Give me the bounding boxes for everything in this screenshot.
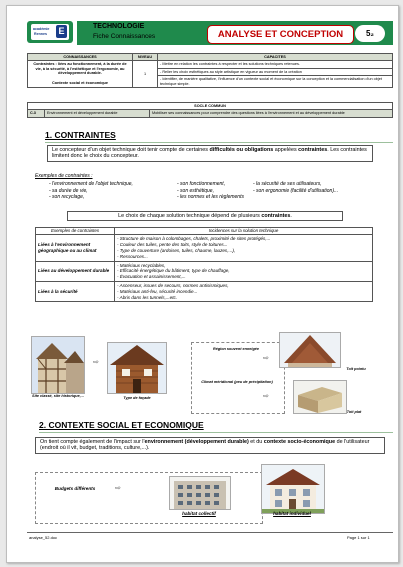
level-value: 1: [133, 61, 158, 88]
logo-letter: E: [56, 25, 67, 38]
arrow-icon: ⇨: [115, 485, 121, 492]
individual-label: habitat individuel: [273, 511, 311, 516]
header-subtitle: Fiche Connaissances: [93, 33, 156, 40]
socle-code: C.3: [28, 110, 45, 117]
example-item: - l'environnement de l'objet technique,: [49, 181, 133, 187]
constraints-table: [35, 227, 373, 302]
row-items-environment: [115, 235, 373, 261]
example-item: - sa durée de vie,: [49, 187, 88, 194]
logo-text-1: académie: [33, 27, 50, 31]
incidence-item: - Type de couverture (ardoises, tuiles, chaume, lauzes,...),: [117, 248, 236, 253]
incidence-item: - Évacuation et assainissement,...: [117, 274, 186, 280]
example-item: - la sécurité de ses utilisateurs,: [253, 181, 322, 187]
context-box: [35, 437, 385, 454]
climate-frame: [191, 342, 285, 414]
examples-col-1: [49, 181, 179, 201]
row-label-environment: Liées à l'environnement géographique ou au climat: [36, 235, 115, 261]
intro-b: difficultés ou obligations: [209, 147, 274, 153]
flat-roof-photo: [293, 380, 347, 414]
example-item: - son fonctionnement,: [177, 181, 226, 187]
capacity-3: - Identifier, de manière qualitative, l'influence d'un contexte social et économique sur la conception et la commercialisation d'un objet technique simple.: [160, 77, 382, 86]
knowledge-constraints: [28, 61, 133, 88]
example-item: - son ergonomie (facilité d'utilisation)...: [253, 187, 339, 194]
chalet-photo: [107, 342, 167, 394]
logo-text-2: Rennes: [34, 32, 47, 36]
pointed-roof-label: Toit pointu: [346, 367, 366, 371]
section-1-rule: [45, 142, 393, 143]
budgets-label: Budgets différents: [54, 486, 96, 491]
example-item: - son recyclage,: [49, 194, 85, 201]
context-d: contexte socio-économique: [263, 439, 336, 445]
document-page: [6, 5, 399, 563]
choice-box: [67, 211, 343, 221]
individual-house-photo: [261, 464, 325, 514]
header-level: NIVEAU: [133, 54, 158, 61]
row-label-safety: Liées à la sécurité: [36, 281, 115, 301]
historic-site-photo: [31, 336, 85, 394]
collective-label: habitat collectif: [182, 511, 216, 516]
col-header-examples: Exemples de contraintes: [36, 228, 115, 235]
row-items-sustainability: [115, 261, 373, 281]
arrow-icon: ⇨: [263, 355, 269, 362]
example-item: - les normes et les règlements: [177, 194, 244, 201]
pointed-roof-photo: [279, 332, 341, 368]
header-capacities: CAPACITES: [158, 54, 393, 61]
capacity-1: - Mettre en relation les contraintes à respecter et les solutions techniques retenues.: [158, 61, 392, 68]
section-2-rule: [39, 432, 393, 433]
incidence-item: - Abris dans les tunnels,...etc.: [117, 294, 178, 300]
incidence-item: - Efficacité énergétique du bâtiment, type de chauffage,: [117, 268, 230, 274]
footer-rule: [27, 532, 393, 533]
examples-title: Exemples de contraintes :: [35, 173, 93, 179]
flat-roof-label: Toit plat: [346, 410, 362, 414]
footer-filename: analyse_52.doc: [29, 535, 58, 540]
facade-caption: Type de façade: [123, 396, 151, 400]
snow-region-label: Région souvent enneigée: [213, 347, 259, 351]
intro-e: . Les contraintes limitent donc le choix du concepteur.: [52, 147, 367, 160]
incidence-item: - Matériaux recyclables,: [117, 262, 166, 268]
sheet-number: 5₂: [355, 25, 385, 42]
capacities-cell: [158, 61, 393, 88]
knowledge-1: Contraintes : liées au fonctionnement, à la durée de vie, à la sécurité, à l'esthétique et l'ergonomie, au développement durable.: [33, 62, 127, 76]
choice-b: contraintes: [261, 213, 291, 219]
context-c: et du: [248, 439, 264, 445]
socle-topic: Environnement et développement durable: [45, 110, 150, 117]
row-items-safety: [115, 281, 373, 301]
arrow-icon: ⇨: [93, 359, 99, 366]
collective-housing-photo: [169, 476, 231, 510]
socle-table: [27, 102, 393, 118]
incidence-item: - Ascenseur, issues de secours, normes antisismiques,: [117, 282, 229, 288]
header-knowledge: CONNAISSANCES: [28, 54, 133, 61]
intro-a: Le concepteur d'un objet technique doit tenir compte de certaines: [52, 147, 210, 153]
choice-a: Le choix de chaque solution technique dépend de plusieurs: [118, 213, 262, 219]
section-1-title: 1. CONTRAINTES: [45, 130, 116, 140]
footer-page: Page 1 sur 1: [347, 535, 370, 540]
context-b: environnement (développement durable): [144, 439, 249, 445]
context-a: On tient compte également de l'impact sur l': [40, 439, 145, 445]
knowledge-table: [27, 53, 393, 88]
historic-site-caption: Site classé, site historique,...: [32, 394, 84, 398]
constraints-intro-box: [47, 145, 373, 162]
examples-col-3: [253, 181, 393, 194]
incidence-item: - Couleur des tuiles, pente des toits, style de toitures...: [117, 242, 228, 248]
arrow-icon: ⇨: [263, 393, 269, 400]
incidence-item: - Matériaux anti-feu, sécurité incendie...: [117, 288, 198, 294]
section-2-title: 2. CONTEXTE SOCIAL ET ECONOMIQUE: [39, 420, 204, 430]
capacity-2: - Relier les choix esthétiques au style artistique en vigueur au moment de la création: [158, 69, 392, 76]
intro-d: contraintes: [298, 147, 328, 153]
socle-text: Mobiliser ses connaissances pour comprendre des questions liées à l'environnement et au développement durable: [150, 110, 393, 117]
knowledge-2: Contexte social et économique: [52, 80, 108, 85]
col-header-incidences: Incidences sur la solution technique: [115, 228, 373, 235]
header-banner: ANALYSE ET CONCEPTION: [207, 25, 354, 44]
incidence-item: - Ressources...: [117, 253, 148, 259]
context-e: de l'utilisateur (endroit où il vit, budget, traditions, culture,...).: [40, 439, 370, 452]
intro-c: appelées: [273, 147, 299, 153]
socle-header: SOCLE COMMUN: [28, 103, 393, 110]
incidence-item: - Structure de maison à colombages, chalets, proximité de sites protégés,...: [117, 236, 271, 242]
mediterranean-label: Climat méridional (peu de précipitation): [201, 380, 273, 384]
header-title: TECHNOLOGIE: [93, 23, 145, 30]
example-item: - son esthétique,: [177, 187, 214, 194]
choice-c: .: [290, 213, 292, 219]
row-label-sustainability: Liées au développement durable: [36, 261, 115, 281]
